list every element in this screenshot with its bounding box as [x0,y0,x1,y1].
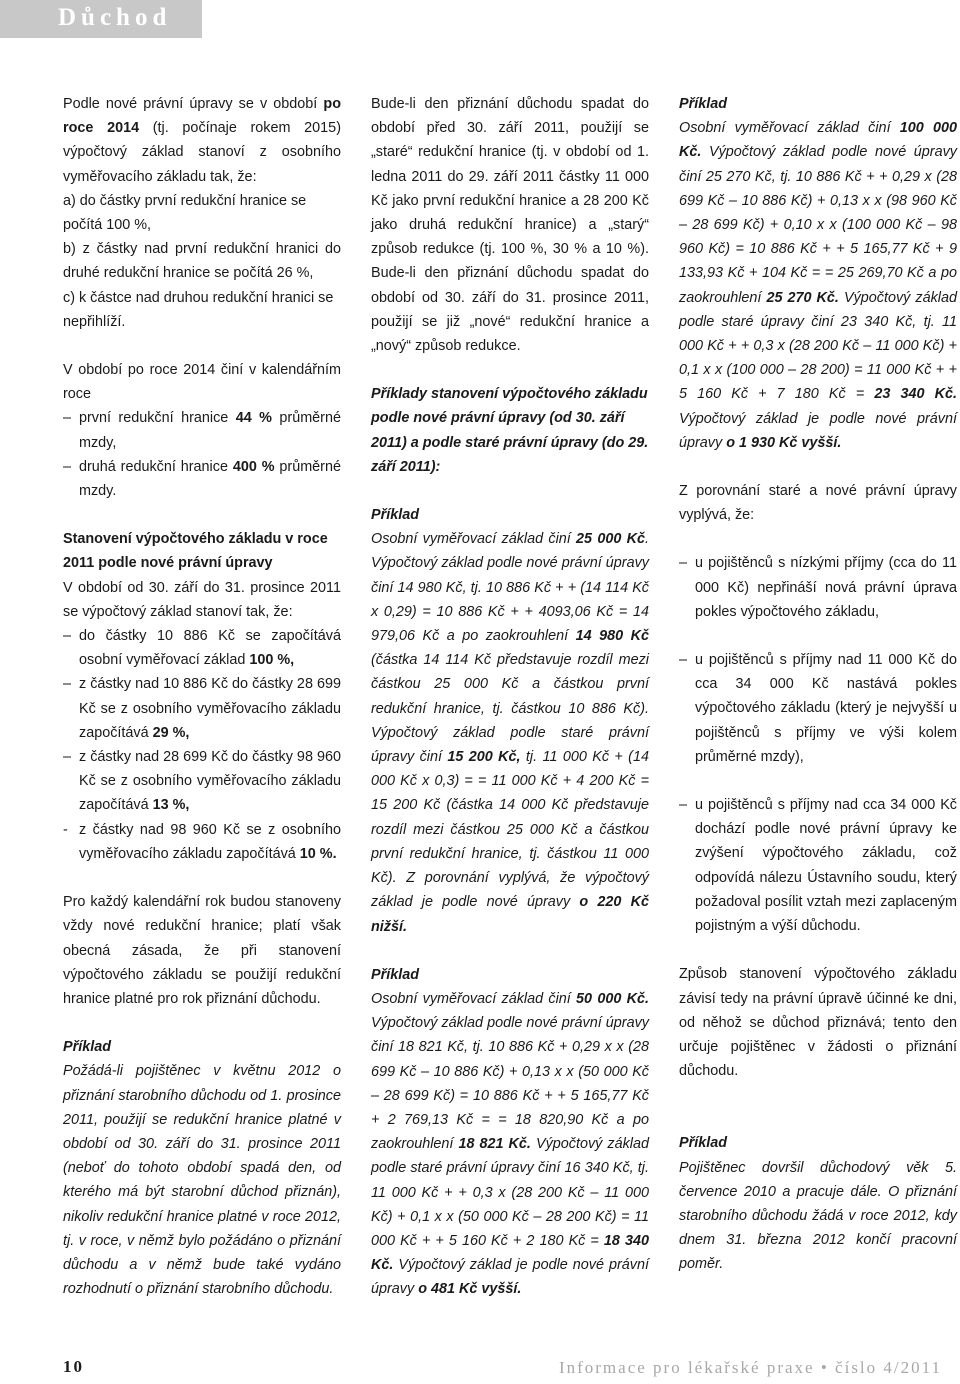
example-text: Osobní vyměřovací základ činí 50 000 Kč. Výpočtový základ podle nové právní úpravy činí 18 821 Kč, tj. 10 886 Kč + 0,29 x x (28 699 Kč – 10 886 Kč) + 0,13 x x (50 000 Kč – 28 699 Kč) = 10 886 Kč + + 5 165,77 Kč + 2 769,13 Kč = = 18 820,90 Kč a po zaokrouhlení 18 821 Kč. Výpočtový základ podle staré právní úpravy činí 16 340 Kč, tj. 11 000 Kč + + 0,3 x (28 200 Kč – 11 000 Kč) + 0,1 x x (50 000 Kč – 28 200 Kč) = 11 000 Kč + + 5 160 Kč + 2 180 Kč = 18 340 Kč. Výpočtový základ je podle nové právní úpravy o 481 Kč vyšší. [371,990,650,1298]
dash-item: – do částky 10 886 Kč se započítává osobní vyměřovací základ 100 %, [63,628,341,669]
dash-item: - z částky nad 98 960 Kč se z osobního vyměřovacího základu započítává 10 %. [63,821,341,862]
example-label: Příklad [371,507,419,524]
publication-footer: Informace pro lékařské praxe • číslo 4/2011 [558,1358,942,1377]
example-text: Pojištěnec dovršil důchodový věk 5. července 2010 a pracuje dále. O přiznání starobního důchodu žádá v roce 2012, kdy dnem 31. března 2012 končí pracovní poměr. [679,1159,957,1273]
list-item-a: a) do částky první redukční hranice se počítá 100 %, [63,192,307,234]
example-text: Požádá-li pojištěnec v květnu 2012 o přiznání starobního důchodu od 1. prosince 2011, použijí se redukční hranice platné v období od 30. září do 31. prosince 2011 (neboť do tohoto období spadá den, od kterého má být starobní důchod přiznán), nikoliv redukční hranice platné v roce 2012, tj. v roce, v němž bylo požádáno o přiznání důchodu a v němž bude také vydáno rozhodnutí o přiznání starobního důchodu. [63,1063,341,1298]
paragraph: Z porovnání staré a nové právní úpravy vyplývá, že: [679,483,957,524]
subheading: Stanovení výpočtového základu v roce 2011 podle nové právní úpravy [63,531,328,572]
dash-item: – u pojištěnců s příjmy nad 11 000 Kč do cca 34 000 Kč nastává pokles výpočtového základu (který je nejvyšší u pojištěnců s příjmy ve výši kolem průměrné mzdy), [679,652,957,765]
dash-item: – u pojištěnců s nízkými příjmy (cca do 11 000 Kč) nepřináší nová právní úprava pokles výpočtového základu, [679,555,957,620]
list-item-b: b) z částky nad první redukční hranici do druhé redukční hranice se počítá 26 %, [63,241,341,282]
text: (tj. počínaje rokem 2015) výpočtový základ stanoví z osobního vyměřovacího základu tak, že: [63,120,341,185]
text-bold: po roce 2014 [63,96,342,137]
column-1 [63,92,341,1301]
subheading: Příklady stanovení výpočtového základu podle nové právní úpravy (od 30. září 2011) a podle staré právní úpravy (do 29. září 2011): [371,386,649,475]
paragraph: Pro každý kalendářní rok budou stanoveny vždy nové redukční hranice; platí však obecná zásada, že při stanovení výpočtového základu se použijí redukční hranice platné pro rok přiznání důchodu. [63,894,341,1007]
column-3 [679,92,957,1277]
paragraph: Bude-li den přiznání důchodu spadat do období před 30. září 2011, použijí se „staré“ redukční hranice (tj. v období od 1. ledna 2011 do 29. září 2011 částky 11 000 Kč jako první redukční hranice a 28 200 Kč jako druhá redukční hranice) a „starý“ způsob redukce (tj. 100 %, 30 % a 10 %). Bude-li den přiznání důchodu spadat do období od 30. září do 31. prosince 2011, použijí se již „nové“ redukční hranice a „nový“ způsob redukce. [371,96,649,355]
limits-intro: V období po roce 2014 činí v kalendářním roce [63,362,341,403]
example-label: Příklad [371,966,419,983]
calc-intro: V období od 30. září do 31. prosince 2011 se výpočtový základ stanoví tak, že: [63,579,341,620]
example-text: Osobní vyměřovací základ činí 100 000 Kč. Výpočtový základ podle nové úpravy činí 25 270 Kč, tj. 10 886 Kč + + 0,29 x (28 699 Kč – 10 886 Kč) + 0,13 x x (98 960 Kč – 28 699 Kč) + 0,10 x x (100 000 Kč – 98 960 Kč) = 10 886 Kč + + 5 165,77 Kč + 9 133,93 Kč + 104 Kč = = 25 269,70 Kč a po zaokrouhlení 25 270 Kč. Výpočtový základ podle staré úpravy činí 23 340 Kč, tj. 11 000 Kč + + 0,3 x (28 200 Kč – 11 000 Kč) + 0,1 x x (100 000 – 28 200) = 11 000 Kč + + 5 160 Kč + 7 180 Kč = 23 340 Kč. Výpočtový základ je podle nové právní úpravy o 1 930 Kč vyšší. [679,120,957,451]
page-number: 10 [63,1357,84,1376]
section-header [0,0,202,38]
dash-item: – z částky nad 28 699 Kč do částky 98 960 Kč se z osobního vyměřovacího základu započítává 13 %, [63,749,341,814]
paragraph: Způsob stanovení výpočtového základu závisí tedy na právní úpravě účinné ke dni, od něhož se důchod přiznává; tento den určuje pojištěnec v žádosti o přiznání důchodu. [679,966,957,1080]
dash-item: – u pojištěnců s příjmy nad cca 34 000 Kč dochází podle nové právní úpravy ke zvýšení výpočtového základu, což odpovídá nálezu Ústavního soudu, který požadoval posílit vztah mezi zaplaceným pojistným a výší důchodu. [679,797,957,935]
text: Podle nové právní úpravy se v období [63,96,318,112]
list-item-c: c) k částce nad druhou redukční hranici se nepřihlíží. [63,289,334,330]
example-text: Osobní vyměřovací základ činí 25 000 Kč. Výpočtový základ podle nové právní úpravy činí 14 980 Kč, tj. 10 886 Kč + + (14 114 Kč x 0,29) = 10 886 Kč + + 4093,06 Kč = 14 979,06 Kč a po zaokrouhlení 14 980 Kč (částka 14 114 Kč představuje rozdíl mezi částkou 25 000 Kč a částkou první redukční hranice, tj. částkou 10 886 Kč). Výpočtový základ podle staré právní úpravy činí 15 200 Kč, tj. 11 000 Kč + (14 000 Kč x 0,3) = = 11 000 Kč + 4 200 Kč = 15 200 Kč (částka 14 000 Kč představuje rozdíl mezi částkou 25 000 Kč a částkou první redukční hranice, tj. částkou 11 000 Kč). Z porovnání vyplývá, že výpočtový základ je podle nové úpravy o 220 Kč nižší. [371,531,649,935]
example-label: Příklad [63,1039,111,1056]
dash-item: – první redukční hranice 44 % průměrné mzdy, [63,410,341,451]
dash-item: – z částky nad 10 886 Kč do částky 28 699 Kč se z osobního vyměřovacího základu započítává 29 %, [63,676,341,741]
example-label: Příklad [679,1135,727,1152]
intro-paragraph [63,92,341,189]
column-2 [371,92,649,1302]
section-title: Důchod [58,4,172,31]
example-label: Příklad [679,96,727,112]
dash-item: – druhá redukční hranice 400 % průměrné mzdy. [63,458,341,500]
